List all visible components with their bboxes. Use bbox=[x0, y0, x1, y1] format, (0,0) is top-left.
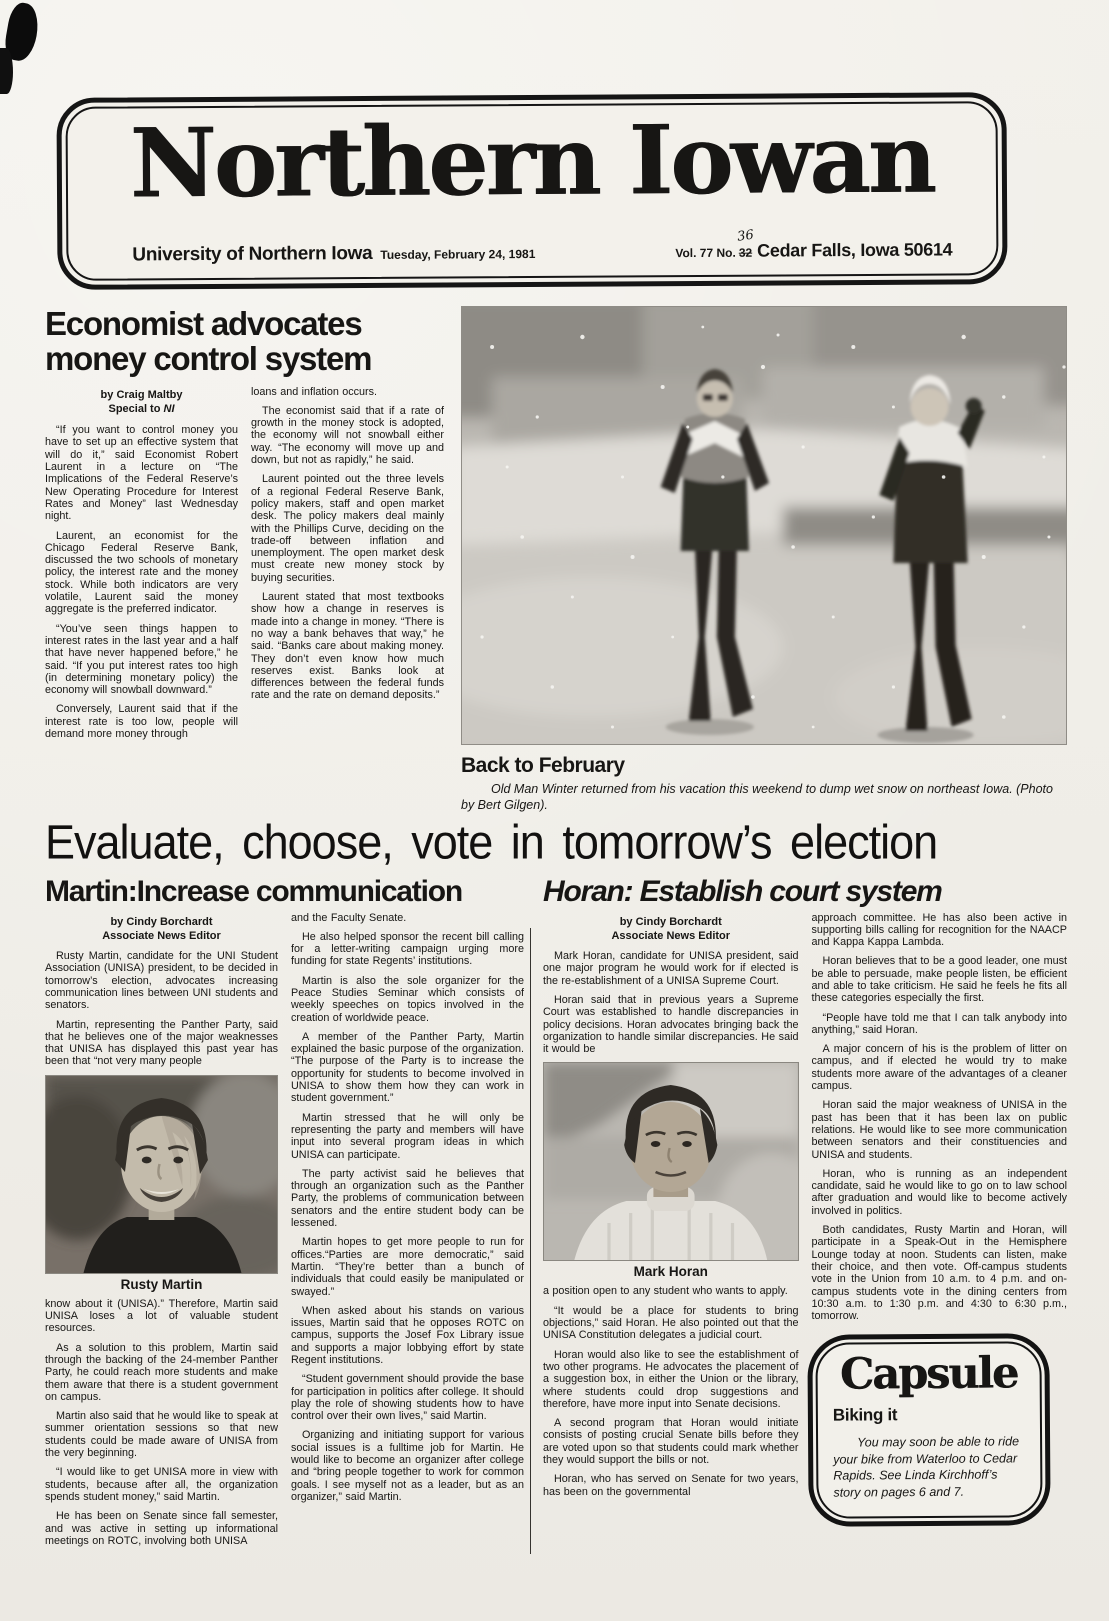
martin-byline bbox=[45, 915, 278, 944]
paragraph: approach committee. He has also been active in supporting bills calling for recognition for the NAACP and Kappa Kappa Lambda. bbox=[811, 911, 1067, 949]
paragraph: Organizing and initiating support for various social issues is a fulltime job for Martin. He would like to become an organizer after college and “bring people together to work for common goals. I see myself not as a leader, but as an organizer,” said Martin. bbox=[291, 1429, 524, 1503]
publisher: University of Northern Iowa bbox=[132, 242, 373, 266]
volume-prefix: Vol. 77 No. bbox=[675, 245, 736, 261]
masthead-left bbox=[132, 242, 535, 266]
martin-column-2 bbox=[291, 912, 524, 1555]
economist-byline bbox=[45, 388, 238, 417]
horan-column-1 bbox=[543, 912, 799, 1527]
rusty-martin-photo bbox=[46, 1076, 277, 1273]
masthead-right bbox=[675, 227, 953, 262]
martin-column-1-top-text bbox=[45, 950, 278, 1068]
capsule-heading: Biking it bbox=[832, 1405, 897, 1426]
horan-columns bbox=[543, 912, 1067, 1527]
paragraph: and the Faculty Senate. bbox=[291, 911, 407, 924]
paragraph: Martin stressed that he will only be representing the party and members will have input into several program ideas in which UNISA can participate. bbox=[291, 1111, 524, 1161]
horan-column-2 bbox=[812, 912, 1068, 1527]
paragraph: “You’ve seen things happen to interest rates in the last year and a half that have never happened before,” he said. “If you put interest rates too high (in determining monetary policy) the economy will snowball downward.” bbox=[45, 622, 238, 697]
masthead-border bbox=[65, 101, 998, 281]
rusty-martin-photo-frame bbox=[45, 1075, 278, 1274]
masthead-infoline bbox=[132, 227, 953, 266]
election-banner-headline: Evaluate, choose, vote in tomorrow’s election bbox=[45, 814, 938, 870]
paragraph: Conversely, Laurent said that if the interest rate is too low, people will demand more money through bbox=[45, 703, 238, 741]
paragraph: Martin is also the sole organizer for the Peace Studies Seminar which consists of weekly speeches on topics involved in the creation of worldwide peace. bbox=[291, 974, 524, 1024]
snow-photo bbox=[462, 307, 1066, 744]
paragraph: “I would like to get UNISA more in view with students, because after all, the organization spends student money,” said Martin. bbox=[45, 1466, 278, 1503]
horan-article bbox=[531, 876, 1067, 1554]
paragraph: Horan, who is running as an independent candidate, said he would like to go on to law school after graduation and would like to become actively involved in politics. bbox=[811, 1167, 1067, 1217]
capsule-border bbox=[815, 1342, 1042, 1520]
capsule-text: You may soon be able to ride your bike from Waterloo to Cedar Rapids. See Linda Kirchhoff’s story on pages 6 and 7. bbox=[832, 1434, 1019, 1500]
paragraph: The party activist said he believes that through an organization such as the Panther Party, the problems of communication between senators and the entire student body can be lessened. bbox=[291, 1167, 524, 1230]
byline-role: Associate News Editor bbox=[611, 929, 731, 942]
paragraph: Horan would also like to see the establishment of two other programs. He advocates the placement of a suggestion box, in either the Union or the library, where students could drop suggestions and therefore, have more input into Senate decisions. bbox=[543, 1348, 799, 1410]
paragraph: Horan believes that to be a good leader, one must be able to persuade, make people listen, be efficient and able to take criticism. He said he feels he fits all these categories especially the first. bbox=[811, 955, 1067, 1005]
crossed-out-issue-number: 32 bbox=[738, 245, 753, 260]
paragraph: A member of the Panther Party, Martin explained the basic purpose of the organization. “The purpose of the Party is to increase the opportunity for students to become involved in UNISA to show them how they can work in student government.” bbox=[291, 1030, 524, 1105]
paragraph: Laurent, an economist for the Chicago Federal Reserve Bank, discussed the two schools of monetary policy, the interest rate and the money stock. While both indicators are very volatile, Laurent said the money aggregate is the preferred indicator. bbox=[45, 529, 238, 616]
economist-column-1 bbox=[45, 386, 238, 748]
paragraph: Horan, who has served on Senate for two years, has been on the governmental bbox=[543, 1473, 799, 1498]
economist-column-2 bbox=[251, 386, 444, 748]
paragraph: A second program that Horan would initiate consists of posting crucial Senate bills before they are voted upon so that students could mark whether they would support the bills or not. bbox=[543, 1417, 799, 1467]
photo-caption-title: Back to February bbox=[461, 754, 625, 777]
paragraph: Laurent stated that most textbooks show how a change in reserves is made into a change in money. “There is no way a bank behaves that way,” he said. “Banks care about making money. They don’t even know how much reserves exist. Banks look at differences between the federal funds rate and the rate on demand deposits.” bbox=[251, 591, 444, 702]
paragraph: “It would be a place for students to bring objections,” said Horan. He also pointed out that the UNISA Constitution delegates a judicial court. bbox=[543, 1304, 799, 1342]
newspaper-title: Northern Iowan bbox=[129, 103, 935, 220]
byline-role: Associate News Editor bbox=[102, 929, 221, 942]
rusty-martin-caption: Rusty Martin bbox=[120, 1276, 203, 1292]
photo-caption-text: Old Man Winter returned from his vacation this weekend to dump wet snow on northeast Iowa. (Photo by Bert Gilgen). bbox=[461, 782, 1053, 813]
martin-column-1 bbox=[45, 912, 278, 1555]
paragraph: Martin also said that he would like to speak at summer orientation sessions so that new students could be made aware of UNISA from the very beginning. bbox=[45, 1410, 278, 1460]
byline-author: by Cindy Borchardt bbox=[110, 915, 213, 928]
paragraph: A major concern of his is the problem of litter on campus, and if elected he would try to make students more aware of the advantages of a cleaner campus. bbox=[811, 1043, 1067, 1093]
paragraph: When asked about his stands on various issues, Martin said that he opposes ROTC on campus, supports the Josef Fox Library issue and supports a major lobbying effort by state Regent institutions. bbox=[291, 1304, 524, 1366]
byline-author: by Cindy Borchardt bbox=[619, 915, 722, 928]
horan-headline: Horan: Establish court system bbox=[543, 875, 942, 908]
byline-author: by Craig Maltby bbox=[100, 388, 183, 401]
issue-date: Tuesday, February 24, 1981 bbox=[380, 246, 536, 262]
location: Cedar Falls, Iowa 50614 bbox=[757, 239, 953, 261]
paragraph: Martin, representing the Panther Party, said that he believes one of the major weaknesses that UNISA has displayed this past year has been that “not very many people bbox=[45, 1018, 278, 1068]
paragraph: He has been on Senate since fall semester, and was active in setting up informational meetings on ROTC, involving both UNISA bbox=[45, 1510, 278, 1547]
capsule-box bbox=[807, 1334, 1050, 1528]
horan-byline bbox=[543, 915, 799, 944]
martin-column-1-bottom-text bbox=[45, 1298, 278, 1547]
snow-photo-frame bbox=[461, 306, 1067, 745]
headline-line-1: Economist advocates bbox=[45, 305, 362, 342]
paragraph: “If you want to control money you have to set up an effective system that will do it,” said Economist Robert Laurent in a lecture on “The Implications of the Federal Reserve’s New Operating Procedure for Interest Rates and Money” last Wednesday night. bbox=[45, 424, 238, 523]
paragraph: Martin hopes to get more people to run for offices.“Parties are more democratic,” said Martin. “They’re better than a bunch of individuals that could easily be manipulated or swayed.” bbox=[291, 1236, 524, 1298]
mark-horan-photo bbox=[544, 1063, 798, 1260]
horan-column-2-text bbox=[812, 912, 1068, 1323]
mark-horan-caption: Mark Horan bbox=[633, 1264, 708, 1280]
masthead bbox=[56, 92, 1007, 290]
economist-column-1-text bbox=[45, 424, 238, 740]
paragraph: Laurent pointed out the three levels of a regional Federal Reserve Bank, policy makers, staff and open market desk. The policy makers deal mainly with the Phillips Curve, deciding on the trade-off between inflation and unemployment. The open market desk must create new money stock by buying securities. bbox=[251, 473, 444, 584]
paragraph: The economist said that if a rate of growth in the money stock is adopted, the economy will not snowball either way. “The economy will move up and down, but not as rapidly,” he said. bbox=[251, 404, 444, 467]
paragraph: loans and inflation occurs. bbox=[251, 385, 378, 398]
paragraph: As a solution to this problem, Martin said through the backing of the 24-member Panther Party, he could reach more students and make them aware that there is a student government on campus. bbox=[45, 1341, 278, 1403]
paragraph: Horan said that in previous years a Supreme Court was established to handle discrepancies in policy decisions. Horan advocates bringing back the organization to handle similar discrepancies. He said it would be bbox=[543, 993, 799, 1056]
martin-headline: Martin:Increase communication bbox=[45, 875, 462, 908]
mark-horan-photo-frame bbox=[543, 1062, 799, 1261]
paragraph: Mark Horan, candidate for UNISA president, said one major program he would work for if elected is the re-establishment of a UNISA Supreme Court. bbox=[543, 950, 799, 987]
paragraph: a position open to any student who wants to apply. bbox=[543, 1285, 788, 1298]
paragraph: know about it (UNISA).” Therefore, Martin said UNISA loses a lot of valuable student resources. bbox=[45, 1297, 278, 1335]
economist-article-section bbox=[45, 306, 1067, 814]
paragraph: “Student government should provide the base for participation in politics after college. It should play the role of showing students how to have control over their own lives,” said Martin. bbox=[291, 1373, 524, 1423]
snow-photo-block bbox=[461, 306, 1067, 814]
handwritten-issue-number: 36 bbox=[736, 227, 756, 245]
horan-column-1-top-text bbox=[543, 950, 799, 1055]
byline-role: Special to NI bbox=[108, 402, 175, 415]
scan-artifact bbox=[0, 48, 13, 94]
economist-headline bbox=[45, 306, 445, 377]
election-section bbox=[45, 876, 1067, 1554]
paragraph: Rusty Martin, candidate for the UNI Student Association (UNISA) president, to be decided in tomorrow’s election, advocates increasing communication lines between UNI students and senators. bbox=[45, 950, 278, 1012]
paragraph: Horan said the major weakness of UNISA in the past has been that it has been lax on public relations. He would like to see more communication between senators and their constituencies and UNISA and students. bbox=[811, 1099, 1067, 1161]
issue-number bbox=[736, 227, 756, 262]
paragraph: He also helped sponsor the recent bill calling for a letter-writing campaign urging more funding for state Regents’ institutions. bbox=[291, 930, 524, 968]
economist-article bbox=[45, 306, 445, 814]
capsule-title: Capsule bbox=[839, 1348, 1017, 1401]
martin-columns bbox=[45, 912, 524, 1555]
martin-article bbox=[45, 876, 524, 1554]
horan-column-1-bottom-text bbox=[543, 1285, 799, 1497]
paragraph: “People have told me that I can talk anybody into anything,” said Horan. bbox=[811, 1011, 1067, 1036]
headline-line-2: money control system bbox=[45, 340, 372, 378]
paragraph: Both candidates, Rusty Martin and Horan, will participate in a Speak-Out in the Hemisphere Lounge today at noon. Students can listen, make their choice, and then vote. Off-campus students vote in the Union from 10 a.m. to 4 p.m. and on-campus students vote in the dining centers from 10:30 a.m. to 1:30 p.m. and 4:30 to 6:30 p.m., tomorrow. bbox=[811, 1224, 1067, 1323]
economist-columns bbox=[45, 386, 445, 748]
